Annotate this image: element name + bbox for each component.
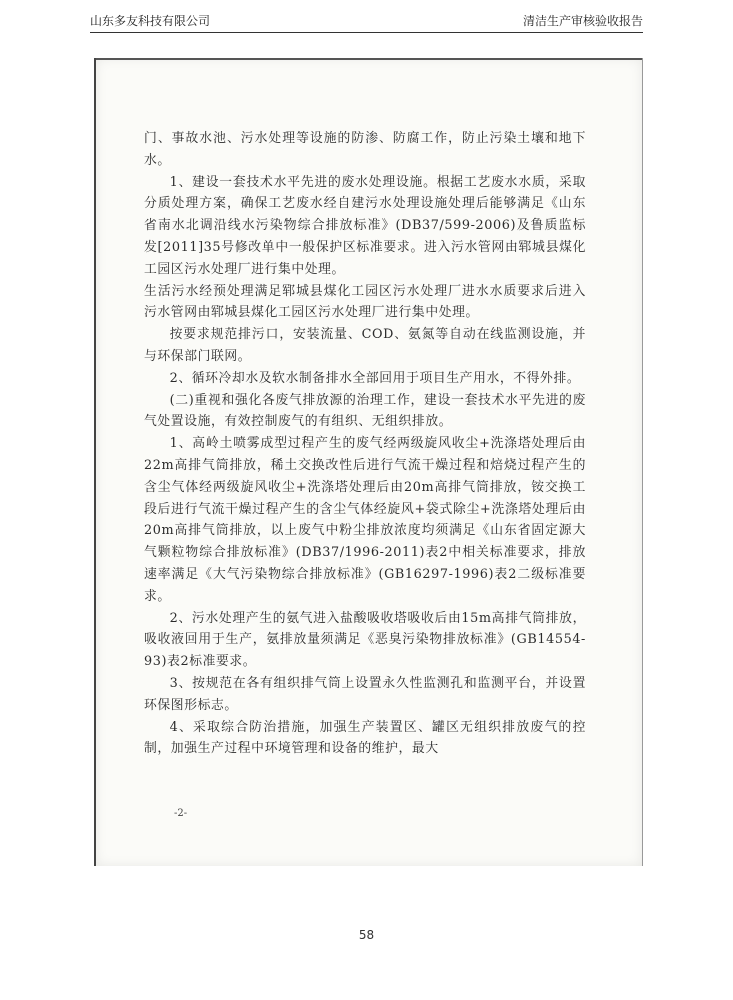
- header-company: 山东多友科技有限公司: [90, 14, 211, 28]
- paragraph: 3、按规范在各有组织排气筒上设置永久性监测孔和监测平台，并设置环保图形标志。: [144, 675, 586, 713]
- paragraph: 1、高岭土喷雾成型过程产生的废气经两级旋风收尘+洗涤塔处理后由22m高排气筒排放，稀土交换改性后进行气流干燥过程和焙烧过程产生的含尘气体经两级旋风收尘+洗涤塔处理后由20m高排气筒排放，铵交换工段后进行气流干燥过程产生的含尘气体经旋风+袋式除尘+洗涤塔处理后由20m高排气筒排放，以上废气中粉尘排放浓度均须满足《山东省固定源大气颗粒物综合排放标准》(DB37/1996-2011)表2中相关标准要求，排放速率满足《大气污染物综合排放标准》(GB16297-1996)表2二级标准要求。: [144, 436, 586, 604]
- page-header: [90, 10, 643, 33]
- paragraph: 2、污水处理产生的氨气进入盐酸吸收塔吸收后由15m高排气筒排放，吸收液回用于生产，氨排放量须满足《恶臭污染物排放标准》(GB14554-93)表2标准要求。: [144, 610, 586, 670]
- paragraph: 4、采取综合防治措施，加强生产装置区、罐区无组织排放废气的控制，加强生产过程中环境管理和设备的维护，最大: [144, 719, 586, 757]
- scan-page-number: -2-: [174, 808, 188, 819]
- scan-top-edge: [96, 58, 642, 60]
- paragraph: (二)重视和强化各废气排放源的治理工作，建设一套技术水平先进的废气处置设施，有效控制废气的有组织、无组织排放。: [144, 392, 586, 430]
- paragraph: 2、循环冷却水及软水制备排水全部回用于项目生产用水，不得外排。: [169, 370, 581, 386]
- paragraph: 生活污水经预处理满足郓城县煤化工园区污水处理厂进水水质要求后进入污水管网由郓城县煤化工园区污水处理厂进行集中处理。: [144, 283, 586, 321]
- header-report-title: 清洁生产审核验收报告: [522, 14, 643, 28]
- paragraph: 按要求规范排污口，安装流量、COD、氨氮等自动在线监测设施，并与环保部门联网。: [144, 327, 586, 364]
- page-number: 58: [358, 928, 375, 942]
- scanned-page: [94, 58, 643, 866]
- paragraph: 门、事故水池、污水处理等设施的防渗、防腐工作，防止污染土壤和地下水。: [144, 131, 586, 168]
- paragraph: 1、建设一套技术水平先进的废水处理设施。根据工艺废水水质，采取分质处理方案，确保工艺废水经自建污水处理设施处理后能够满足《山东省南水北调沿线水污染物综合排放标准》(DB37/599-2006)及鲁质监标发[2011]35号修改单中一般保护区标准要求。进入污水管网由郓城县煤化工园区污水处理厂进行集中处理。: [144, 174, 586, 277]
- scan-body-text: [144, 128, 586, 760]
